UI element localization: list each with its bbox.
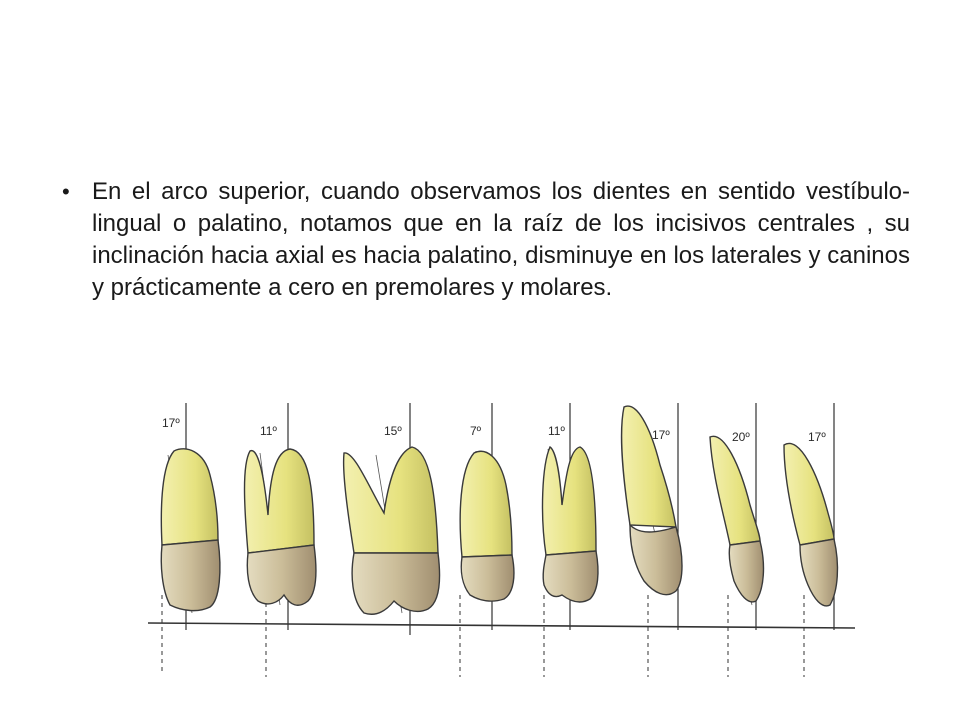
tooth-1	[161, 403, 220, 675]
angle-label: 11º	[260, 424, 277, 438]
bullet-text: En el arco superior, cuando observamos los dientes en sentido vestíbulo-lingual o palatino, notamos que en la raíz de los incisivos centrales , su inclinación hacia axial es hacia palatino, disminuye en los laterales y caninos y prácticamente a cero en premolares y molares.	[92, 178, 910, 301]
tooth-4	[460, 403, 514, 677]
tooth-3	[344, 403, 440, 635]
angle-label: 11º	[548, 424, 565, 438]
angle-label: 17º	[162, 416, 180, 430]
angle-label: 17º	[652, 428, 670, 442]
tooth-8	[784, 403, 837, 677]
baseline	[148, 623, 855, 628]
tooth-7	[710, 403, 763, 677]
angle-label: 15º	[384, 424, 402, 438]
angle-label: 17º	[808, 430, 826, 444]
bullet-marker: •	[62, 179, 70, 204]
tooth-6	[622, 403, 682, 677]
tooth-5	[543, 403, 598, 677]
angle-label: 20º	[732, 430, 750, 444]
tooth-2	[245, 403, 317, 677]
angle-label: 7º	[470, 424, 482, 438]
teeth-inclination-figure	[140, 395, 860, 695]
